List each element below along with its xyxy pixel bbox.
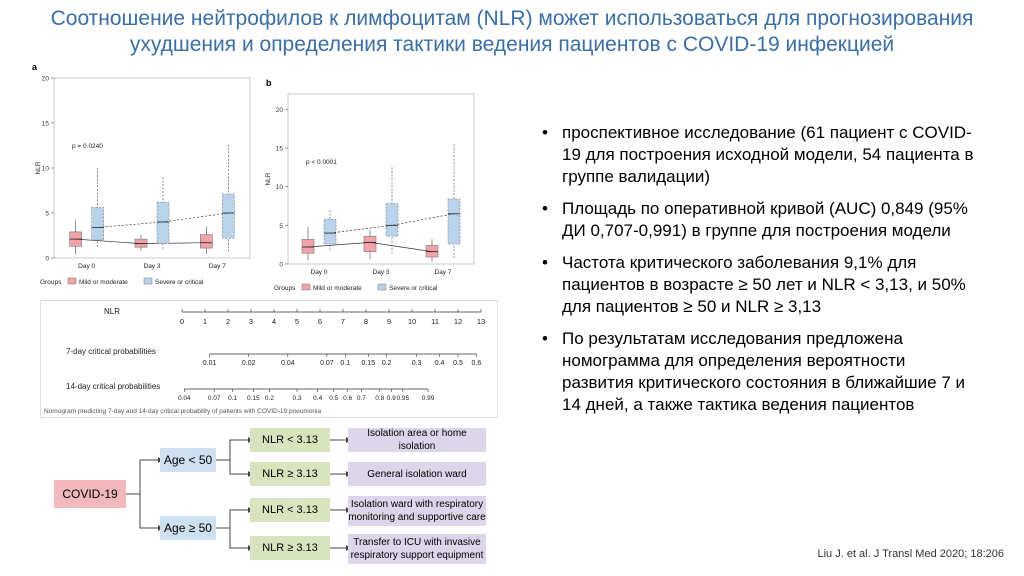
p7-tick-label: 0.15 (361, 360, 376, 367)
age-under-50-box: Age < 50 (160, 448, 216, 472)
p14-tick-label: 0.99 (421, 395, 435, 402)
title-line-2: ухудшения и определения тактики ведения пациентов с COVID-19 инфекцией (129, 33, 895, 56)
legend-entry: Mild or moderate (313, 285, 362, 292)
outcome-home-isolation: Isolation area or home isolation (348, 428, 486, 452)
nomogram (40, 300, 498, 418)
nlr-tick-label: 6 (317, 317, 323, 326)
nlr-tick-label: 0 (179, 317, 185, 326)
nlr-tick-label: 7 (340, 317, 346, 326)
y-tick-label: 0 (279, 261, 283, 269)
p14-tick-label: 0.9 (386, 395, 396, 402)
legend-entry: Severe or critical (155, 279, 204, 286)
p-value: p < 0.0001 (306, 159, 337, 166)
bullet-nomogram: • По результатам исследования предложена номограмма для определения вероятности развития критического состояния в ближайшие 7 и 14 дней, а также тактика ведения пациентов (540, 328, 980, 416)
boxplot-b (260, 64, 480, 300)
nlr-tick-label: 4 (271, 317, 277, 326)
nlr-tick-label: 10 (407, 317, 417, 326)
nlr-tick-label: 9 (386, 317, 392, 326)
y-tick-label: 20 (41, 75, 49, 83)
nlr-tick-label: 1 (202, 317, 208, 326)
bullet-study-design: • проспективное исследование (61 пациент с COVID-19 для построения исходной модели, 54 пациента в группе валидации) (540, 122, 980, 188)
p14-tick-label: 0.1 (228, 395, 238, 402)
x-tick-label: Day 0 (310, 269, 328, 276)
legend-entry: Mild or moderate (79, 279, 128, 286)
box (364, 236, 376, 251)
y-tick-label: 15 (41, 120, 49, 128)
nlr-tick-label: 12 (453, 317, 463, 326)
management-flowchart (40, 424, 492, 576)
bullet-list (540, 122, 980, 426)
p14-axis-label: 14-day critical probabilities (66, 382, 161, 391)
bullet-auc: • Площадь по оперативной кривой (AUC) 0,849 (95% ДИ 0,707-0,991) в группе для построения модели (540, 198, 980, 242)
p7-tick-label: 0.4 (434, 360, 445, 367)
nlr-tick-label: 13 (476, 317, 486, 326)
nlr-axis-label: NLR (104, 307, 121, 316)
title-line-1: Соотношение нейтрофилов к лимфоцитам (NLR) может использоваться для прогнозирования (50, 7, 974, 30)
nlr-tick-label: 8 (363, 317, 369, 326)
p7-tick-label: 0.01 (202, 360, 217, 367)
legend-title: Groups (40, 279, 62, 286)
p14-tick-label: 0.3 (292, 395, 302, 402)
box (448, 199, 460, 244)
legend-swatch (302, 284, 310, 290)
slide-title (0, 6, 1024, 58)
outcome-respiratory-monitoring: Isolation ward with respiratory monitoring and supportive care (348, 496, 486, 526)
legend-swatch (378, 284, 386, 290)
p14-tick-label: 0.6 (343, 395, 353, 402)
age-over-50-box: Age ≥ 50 (160, 516, 216, 540)
y-tick-label: 5 (279, 222, 283, 230)
covid-box: COVID-19 (54, 480, 126, 508)
p7-tick-label: 0.6 (471, 360, 482, 367)
y-tick-label: 0 (45, 255, 49, 263)
y-tick-label: 15 (275, 145, 283, 153)
legend-entry: Severe or critical (389, 285, 438, 292)
p14-tick-label: 0.5 (329, 395, 339, 402)
p7-tick-label: 0.02 (241, 360, 256, 367)
x-tick-label: Day 3 (372, 269, 390, 276)
p14-tick-label: 0.4 (313, 395, 323, 402)
y-tick-label: 10 (41, 165, 49, 173)
boxplot-a (30, 64, 260, 300)
x-tick-label: Day 7 (434, 269, 452, 276)
p7-tick-label: 0.04 (280, 360, 295, 367)
p7-tick-label: 0.5 (453, 360, 463, 367)
box (222, 194, 234, 238)
p14-tick-label: 0.07 (207, 395, 221, 402)
legend-swatch (144, 278, 152, 284)
box (157, 202, 169, 243)
box (386, 204, 398, 236)
nlr-tick-label: 11 (431, 317, 439, 326)
outcome-general-ward: General isolation ward (348, 462, 486, 486)
p14-tick-label: 0.7 (356, 395, 366, 402)
outcome-icu-transfer: Transfer to ICU with invasive respiratory support equipment (348, 534, 486, 564)
y-tick-label: 10 (275, 184, 283, 192)
nlr-high-box-1: NLR ≥ 3.13 (250, 462, 330, 486)
box (324, 219, 336, 244)
p7-tick-label: 0.2 (381, 360, 392, 367)
p7-tick-label: 0.1 (340, 360, 351, 367)
p-value: p = 0.0240 (72, 143, 103, 150)
legend-title: Groups (274, 285, 296, 292)
p14-tick-label: 0.95 (396, 395, 410, 402)
box (302, 239, 314, 253)
nlr-high-box-2: NLR ≥ 3.13 (250, 536, 330, 560)
plot-frame (288, 94, 474, 264)
p14-tick-label: 0.8 (375, 395, 385, 402)
panel-label: a (32, 64, 38, 72)
nomogram-caption: Nomogram predicting 7-day and 14-day critical probability of patients with COVID-19 pneumonia (44, 408, 322, 415)
y-axis-label: NLR (265, 172, 272, 186)
p7-tick-label: 0.07 (320, 360, 334, 367)
p14-tick-label: 0.2 (264, 395, 274, 402)
plot-frame (54, 78, 250, 258)
p7-tick-label: 0.3 (411, 360, 422, 367)
x-tick-label: Day 3 (143, 263, 161, 270)
x-tick-label: Day 7 (208, 263, 226, 270)
box (92, 208, 104, 240)
y-tick-label: 20 (275, 106, 283, 114)
box (200, 235, 212, 249)
y-axis-label: NLR (35, 161, 42, 175)
nlr-tick-label: 3 (248, 317, 254, 326)
legend-swatch (68, 278, 76, 284)
panel-label: b (266, 78, 272, 88)
p14-tick-label: 0.15 (246, 395, 260, 402)
nlr-tick-label: 5 (294, 317, 300, 326)
p7-axis-label: 7-day critical probabilities (66, 347, 156, 356)
bullet-critical-rate: • Частота критического заболевания 9,1% для пациентов в возрасте ≥ 50 лет и NLR < 3,13, и 50% для пациентов ≥ 50 и NLR ≥ 3,13 (540, 252, 980, 318)
nlr-tick-label: 2 (225, 317, 231, 326)
y-tick-label: 5 (45, 210, 49, 218)
nlr-low-box-2: NLR < 3.13 (250, 498, 330, 522)
nlr-low-box-1: NLR < 3.13 (250, 428, 330, 452)
citation: Liu J. et al. J Transl Med 2020; 18:206 (817, 548, 1004, 560)
p14-tick-label: 0.04 (177, 395, 191, 402)
x-tick-label: Day 0 (78, 263, 96, 270)
